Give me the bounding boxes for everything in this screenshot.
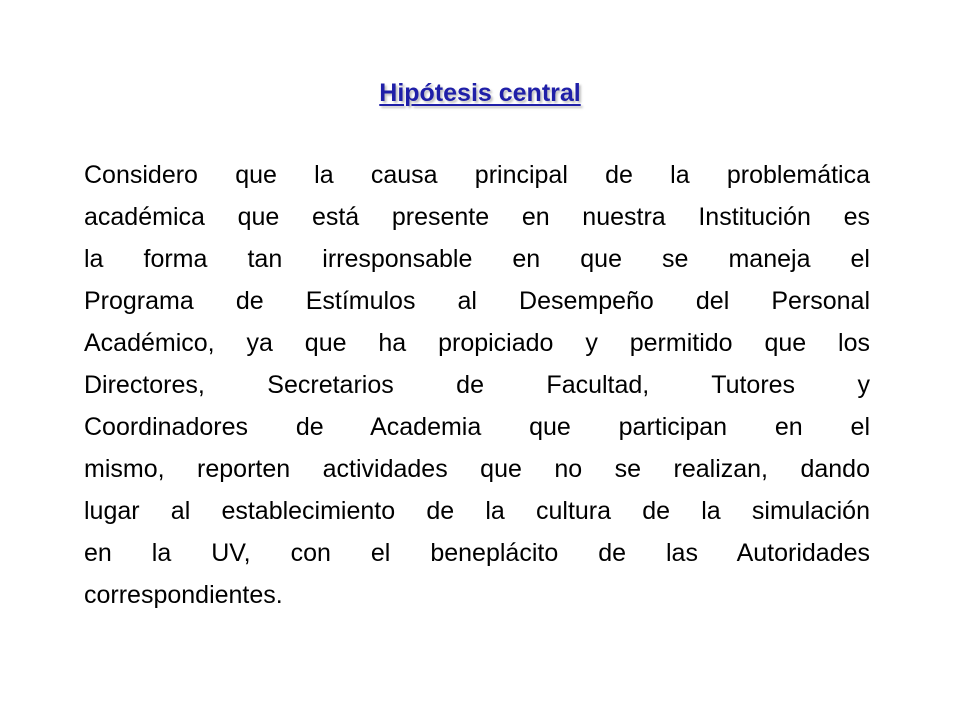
body-paragraph	[84, 154, 870, 616]
body-line: Directores, Secretarios de Facultad, Tutores y	[84, 371, 870, 399]
body-line: Académico, ya que ha propiciado y permitido que los	[84, 329, 870, 357]
body-line: lugar al establecimiento de la cultura de la simulación	[84, 497, 870, 525]
body-line: Coordinadores de Academia que participan en el	[84, 413, 870, 441]
body-line: en la UV, con el beneplácito de las Autoridades	[84, 539, 870, 567]
body-line: Considero que la causa principal de la problemática	[84, 161, 870, 189]
body-line: mismo, reporten actividades que no se realizan, dando	[84, 455, 870, 483]
body-line: académica que está presente en nuestra Institución es	[84, 203, 870, 231]
body-line: la forma tan irresponsable en que se maneja el	[84, 245, 870, 273]
body-line: Programa de Estímulos al Desempeño del Personal	[84, 287, 870, 315]
body-line: correspondientes.	[84, 581, 283, 609]
slide-title: Hipótesis central	[379, 79, 581, 107]
